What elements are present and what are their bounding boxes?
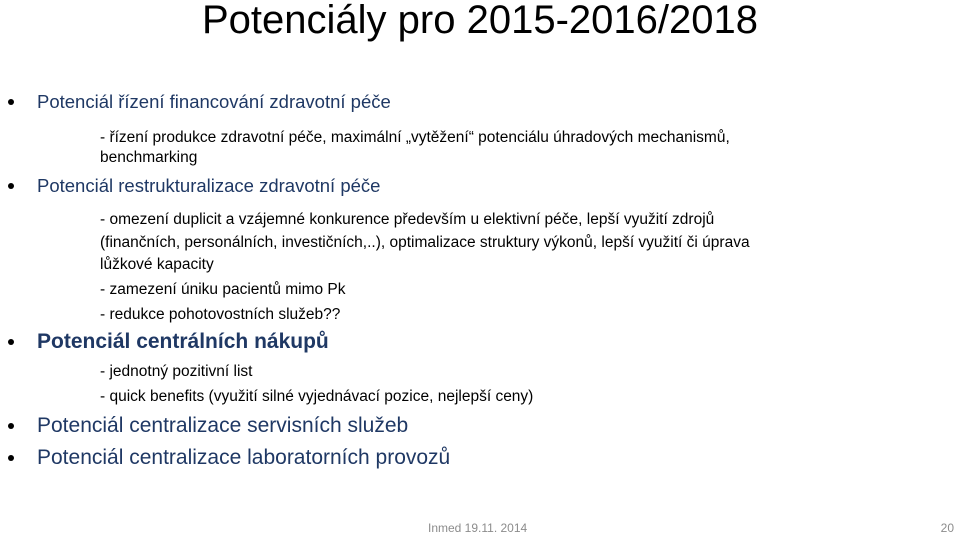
bullet-icon [8,423,14,429]
page-number: 20 [940,521,954,535]
item-heading: Potenciál centrálních nákupů [37,330,329,353]
item-detail: - zamezení úniku pacientů mimo Pk [100,281,346,298]
bullet-icon [8,99,14,105]
item-detail: benchmarking [100,149,198,166]
item-detail: - quick benefits (využití silné vyjednávací pozice, nejlepší ceny) [100,388,534,405]
item-detail: - řízení produkce zdravotní péče, maximální „vytěžení“ potenciálu úhradových mechanismů, [100,129,730,146]
item-detail: - jednotný pozitivní list [100,363,253,380]
item-detail: (finančních, personálních, investičních,..), optimalizace struktury výkonů, lepší využití či úprava [100,234,750,251]
item-heading: Potenciál centralizace servisních služeb [37,414,409,437]
footer-label: Inmed 19.11. 2014 [428,521,528,535]
bullet-icon [8,183,14,189]
item-detail: lůžkové kapacity [100,256,214,273]
item-heading: Potenciál řízení financování zdravotní péče [37,91,391,112]
bullet-icon [8,455,14,461]
item-heading: Potenciál restrukturalizace zdravotní péče [37,175,381,196]
item-heading: Potenciál centralizace laboratorních provozů [37,446,451,469]
slide-title: Potenciály pro 2015-2016/2018 [202,0,758,42]
item-detail: - redukce pohotovostních služeb?? [100,306,341,323]
item-detail: - omezení duplicit a vzájemné konkurence především u elektivní péče, lepší využití zdrojů [100,211,715,228]
bullet-icon [8,339,14,345]
